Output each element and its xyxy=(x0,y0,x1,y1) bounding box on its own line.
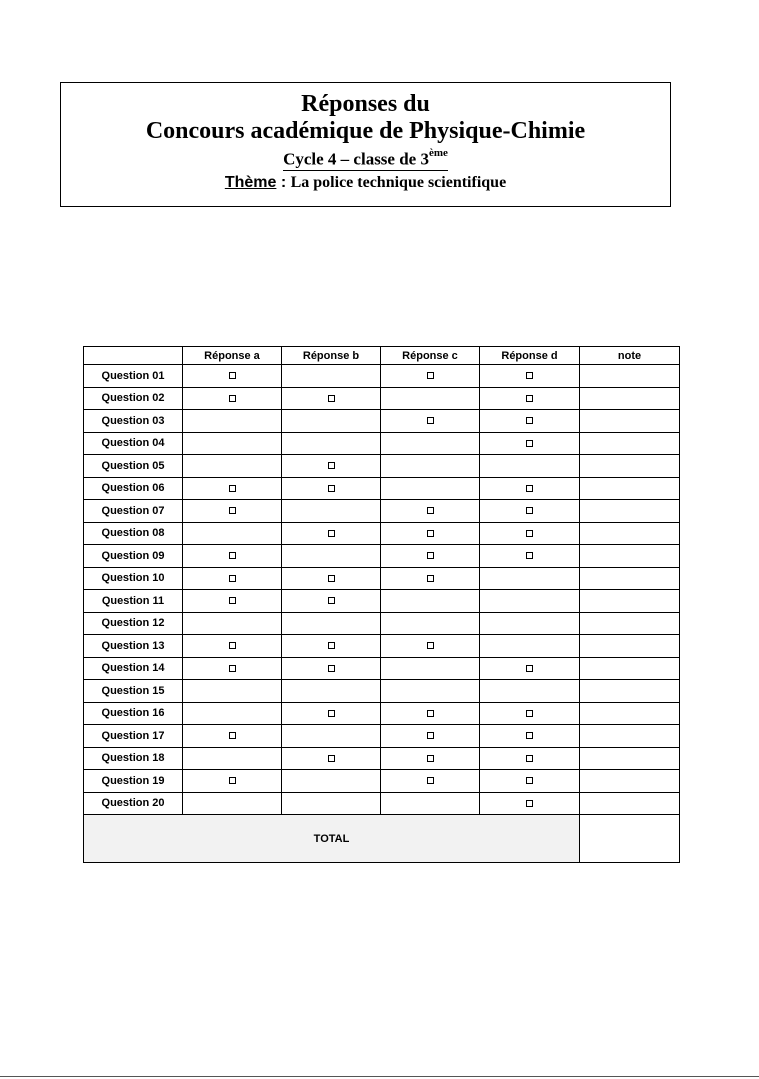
answer-cell-a[interactable] xyxy=(183,770,282,793)
table-row xyxy=(84,770,680,793)
answer-cell-d[interactable] xyxy=(480,747,580,770)
theme-line xyxy=(61,173,670,193)
answer-cell-c[interactable] xyxy=(381,702,480,725)
answer-cell-c[interactable] xyxy=(381,747,480,770)
checkbox-icon[interactable] xyxy=(328,530,335,537)
header-cell-reponse-c: Réponse c xyxy=(381,347,480,365)
table-row xyxy=(84,545,680,568)
checkbox-icon[interactable] xyxy=(328,485,335,492)
answer-cell-c[interactable] xyxy=(381,522,480,545)
answer-cell-a xyxy=(183,410,282,433)
checkbox-icon[interactable] xyxy=(427,777,434,784)
checkbox-icon[interactable] xyxy=(427,732,434,739)
note-cell xyxy=(580,702,680,725)
checkbox-icon[interactable] xyxy=(526,485,533,492)
header-cell-reponse-b: Réponse b xyxy=(282,347,381,365)
checkbox-icon[interactable] xyxy=(526,440,533,447)
answer-cell-a[interactable] xyxy=(183,477,282,500)
answer-cell-b xyxy=(282,432,381,455)
checkbox-icon[interactable] xyxy=(328,665,335,672)
note-cell xyxy=(580,432,680,455)
answer-cell-a[interactable] xyxy=(183,545,282,568)
table-row xyxy=(84,612,680,635)
title-line-2: Concours académique de Physique-Chimie xyxy=(145,118,586,144)
checkbox-icon[interactable] xyxy=(229,642,236,649)
note-cell xyxy=(580,500,680,523)
answer-cell-d xyxy=(480,680,580,703)
answer-cell-a xyxy=(183,612,282,635)
page-bottom-line xyxy=(0,1076,759,1077)
note-cell xyxy=(580,747,680,770)
question-label: Question 03 xyxy=(84,410,183,433)
answer-cell-b xyxy=(282,545,381,568)
theme-colon: : xyxy=(276,173,291,191)
question-label: Question 14 xyxy=(84,657,183,680)
question-label: Question 02 xyxy=(84,387,183,410)
header-cell-reponse-a: Réponse a xyxy=(183,347,282,365)
answer-cell-b xyxy=(282,612,381,635)
note-cell xyxy=(580,680,680,703)
checkbox-icon[interactable] xyxy=(526,552,533,559)
answer-cell-d[interactable] xyxy=(480,387,580,410)
answer-cell-b[interactable] xyxy=(282,590,381,613)
checkbox-icon[interactable] xyxy=(526,417,533,424)
answer-cell-d[interactable] xyxy=(480,702,580,725)
answer-cell-b xyxy=(282,770,381,793)
checkbox-icon[interactable] xyxy=(526,755,533,762)
checkbox-icon[interactable] xyxy=(229,395,236,402)
answer-cell-a xyxy=(183,792,282,815)
answer-cell-b xyxy=(282,792,381,815)
answer-cell-b[interactable] xyxy=(282,635,381,658)
checkbox-icon[interactable] xyxy=(526,777,533,784)
answer-cell-a xyxy=(183,432,282,455)
answer-cell-d[interactable] xyxy=(480,725,580,748)
note-cell xyxy=(580,635,680,658)
question-label: Question 19 xyxy=(84,770,183,793)
answer-cell-c[interactable] xyxy=(381,545,480,568)
answer-cell-d xyxy=(480,590,580,613)
answer-cell-b[interactable] xyxy=(282,387,381,410)
note-cell xyxy=(580,477,680,500)
answer-cell-d[interactable] xyxy=(480,410,580,433)
answers-body xyxy=(84,365,680,815)
checkbox-icon[interactable] xyxy=(328,462,335,469)
answer-cell-a xyxy=(183,702,282,725)
answer-cell-c xyxy=(381,387,480,410)
question-label: Question 15 xyxy=(84,680,183,703)
title-box xyxy=(60,82,671,207)
checkbox-icon[interactable] xyxy=(427,575,434,582)
checkbox-icon[interactable] xyxy=(229,485,236,492)
answer-cell-a[interactable] xyxy=(183,590,282,613)
answer-cell-b[interactable] xyxy=(282,567,381,590)
table-row xyxy=(84,522,680,545)
checkbox-icon[interactable] xyxy=(427,372,434,379)
note-cell xyxy=(580,522,680,545)
answers-table xyxy=(83,346,680,863)
answer-cell-b xyxy=(282,680,381,703)
question-label: Question 08 xyxy=(84,522,183,545)
total-note-cell xyxy=(580,815,680,863)
answer-cell-c xyxy=(381,477,480,500)
answer-cell-b[interactable] xyxy=(282,747,381,770)
answer-cell-d[interactable] xyxy=(480,500,580,523)
answer-cell-c[interactable] xyxy=(381,770,480,793)
question-label: Question 17 xyxy=(84,725,183,748)
table-row xyxy=(84,680,680,703)
answer-cell-d[interactable] xyxy=(480,522,580,545)
answer-cell-b xyxy=(282,410,381,433)
answer-cell-d[interactable] xyxy=(480,365,580,388)
checkbox-icon[interactable] xyxy=(427,755,434,762)
note-cell xyxy=(580,590,680,613)
checkbox-icon[interactable] xyxy=(526,530,533,537)
table-row xyxy=(84,567,680,590)
checkbox-icon[interactable] xyxy=(526,665,533,672)
question-label: Question 16 xyxy=(84,702,183,725)
checkbox-icon[interactable] xyxy=(328,642,335,649)
table-row xyxy=(84,747,680,770)
note-cell xyxy=(580,387,680,410)
checkbox-icon[interactable] xyxy=(229,597,236,604)
note-cell xyxy=(580,455,680,478)
answer-cell-a xyxy=(183,455,282,478)
checkbox-icon[interactable] xyxy=(328,575,335,582)
answer-cell-c xyxy=(381,612,480,635)
answer-cell-d[interactable] xyxy=(480,432,580,455)
answer-cell-a[interactable] xyxy=(183,657,282,680)
answer-cell-a[interactable] xyxy=(183,567,282,590)
answer-cell-d[interactable] xyxy=(480,792,580,815)
answer-cell-b[interactable] xyxy=(282,477,381,500)
table-row xyxy=(84,410,680,433)
checkbox-icon[interactable] xyxy=(427,552,434,559)
answer-cell-b xyxy=(282,500,381,523)
checkbox-icon[interactable] xyxy=(328,755,335,762)
checkbox-icon[interactable] xyxy=(229,372,236,379)
answer-cell-d xyxy=(480,455,580,478)
checkbox-icon[interactable] xyxy=(328,710,335,717)
header-cell-note: note xyxy=(580,347,680,365)
question-label: Question 10 xyxy=(84,567,183,590)
question-label: Question 12 xyxy=(84,612,183,635)
question-label: Question 07 xyxy=(84,500,183,523)
title-line-1: Réponses du xyxy=(301,91,430,117)
table-row xyxy=(84,387,680,410)
total-label: TOTAL xyxy=(84,815,580,863)
note-cell xyxy=(580,567,680,590)
answer-cell-d xyxy=(480,635,580,658)
question-label: Question 18 xyxy=(84,747,183,770)
title-line-3 xyxy=(283,145,448,171)
answer-cell-d xyxy=(480,612,580,635)
table-row xyxy=(84,477,680,500)
checkbox-icon[interactable] xyxy=(526,372,533,379)
answer-cell-c[interactable] xyxy=(381,635,480,658)
table-row xyxy=(84,635,680,658)
table-row xyxy=(84,590,680,613)
answer-cell-d[interactable] xyxy=(480,770,580,793)
note-cell xyxy=(580,612,680,635)
checkbox-icon[interactable] xyxy=(427,507,434,514)
answer-cell-a[interactable] xyxy=(183,500,282,523)
answer-cell-c[interactable] xyxy=(381,567,480,590)
table-row xyxy=(84,792,680,815)
note-cell xyxy=(580,410,680,433)
answer-cell-c xyxy=(381,657,480,680)
answer-cell-a[interactable] xyxy=(183,365,282,388)
total-row xyxy=(84,815,680,863)
answer-cell-a xyxy=(183,680,282,703)
question-label: Question 11 xyxy=(84,590,183,613)
table-row xyxy=(84,455,680,478)
answer-cell-d xyxy=(480,567,580,590)
checkbox-icon[interactable] xyxy=(427,710,434,717)
answer-cell-c[interactable] xyxy=(381,410,480,433)
question-label: Question 06 xyxy=(84,477,183,500)
checkbox-icon[interactable] xyxy=(229,732,236,739)
checkbox-icon[interactable] xyxy=(427,642,434,649)
checkbox-icon[interactable] xyxy=(427,530,434,537)
theme-label: Thème xyxy=(224,173,277,191)
answer-cell-c xyxy=(381,455,480,478)
note-cell xyxy=(580,365,680,388)
answer-cell-a[interactable] xyxy=(183,725,282,748)
answer-cell-c[interactable] xyxy=(381,500,480,523)
answer-cell-a[interactable] xyxy=(183,387,282,410)
header-cell-reponse-d: Réponse d xyxy=(480,347,580,365)
question-label: Question 04 xyxy=(84,432,183,455)
theme-value: La police technique scientifique xyxy=(290,173,507,191)
question-label: Question 09 xyxy=(84,545,183,568)
checkbox-icon[interactable] xyxy=(526,800,533,807)
checkbox-icon[interactable] xyxy=(427,417,434,424)
note-cell xyxy=(580,725,680,748)
answer-cell-b[interactable] xyxy=(282,522,381,545)
checkbox-icon[interactable] xyxy=(526,507,533,514)
checkbox-icon[interactable] xyxy=(229,552,236,559)
checkbox-icon[interactable] xyxy=(328,597,335,604)
table-row xyxy=(84,500,680,523)
header-row xyxy=(84,347,680,365)
answer-cell-b[interactable] xyxy=(282,702,381,725)
answer-cell-d[interactable] xyxy=(480,545,580,568)
question-label: Question 05 xyxy=(84,455,183,478)
header-cell-empty xyxy=(84,347,183,365)
answer-cell-c xyxy=(381,432,480,455)
answer-cell-d[interactable] xyxy=(480,657,580,680)
answer-cell-c xyxy=(381,792,480,815)
checkbox-icon[interactable] xyxy=(229,777,236,784)
checkbox-icon[interactable] xyxy=(328,395,335,402)
question-label: Question 01 xyxy=(84,365,183,388)
question-label: Question 20 xyxy=(84,792,183,815)
question-label: Question 13 xyxy=(84,635,183,658)
note-cell xyxy=(580,657,680,680)
checkbox-icon[interactable] xyxy=(229,665,236,672)
answer-cell-b[interactable] xyxy=(282,657,381,680)
note-cell xyxy=(580,545,680,568)
answer-cell-a xyxy=(183,522,282,545)
table-row xyxy=(84,657,680,680)
answer-cell-a xyxy=(183,747,282,770)
answer-cell-c[interactable] xyxy=(381,365,480,388)
answer-cell-b xyxy=(282,365,381,388)
table-row xyxy=(84,432,680,455)
note-cell xyxy=(580,792,680,815)
table-row xyxy=(84,365,680,388)
table-row xyxy=(84,702,680,725)
checkbox-icon[interactable] xyxy=(526,395,533,402)
answer-cell-c xyxy=(381,590,480,613)
answer-cell-c[interactable] xyxy=(381,725,480,748)
note-cell xyxy=(580,770,680,793)
cycle-text: Cycle 4 – classe de 3 xyxy=(283,149,429,169)
checkbox-icon[interactable] xyxy=(229,507,236,514)
answer-cell-b xyxy=(282,725,381,748)
superscript-eme: ème xyxy=(428,147,448,159)
answer-cell-d[interactable] xyxy=(480,477,580,500)
checkbox-icon[interactable] xyxy=(229,575,236,582)
answer-cell-c xyxy=(381,680,480,703)
checkbox-icon[interactable] xyxy=(526,710,533,717)
answer-cell-b[interactable] xyxy=(282,455,381,478)
table-row xyxy=(84,725,680,748)
checkbox-icon[interactable] xyxy=(526,732,533,739)
answer-cell-a[interactable] xyxy=(183,635,282,658)
